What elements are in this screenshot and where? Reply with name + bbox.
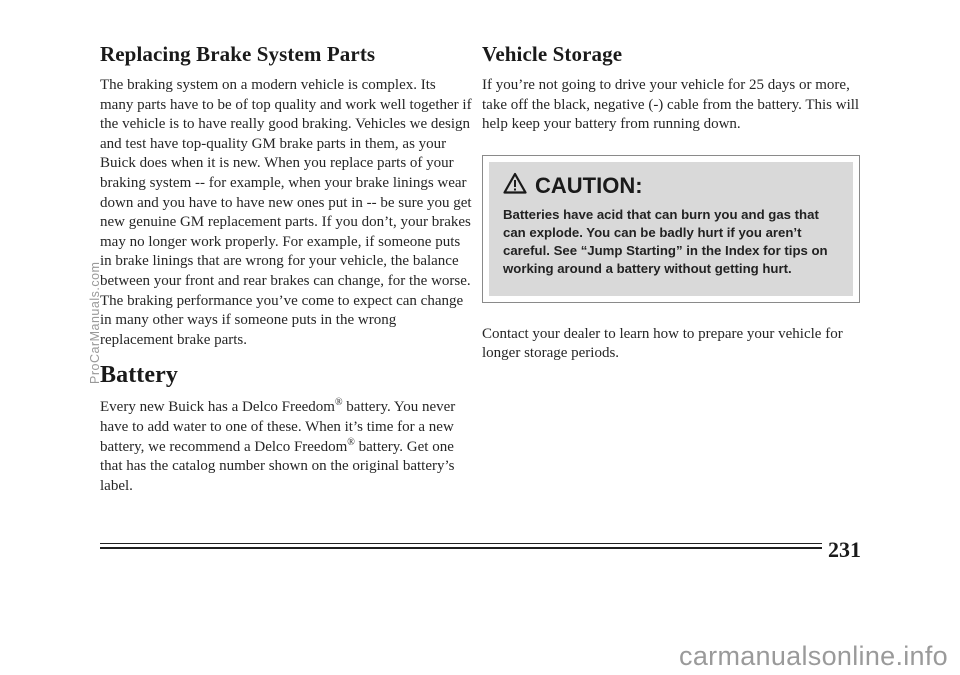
heading-replacing-brake-parts: Replacing Brake System Parts [100,42,376,66]
right-column [482,42,872,364]
registered-mark: ® [347,436,355,448]
heading-battery: Battery [100,362,178,389]
battery-paragraph: Every new Buick has a Delco Freedom® battery. You never have to add water to one of these. When it’s time for a new battery, we recommend a Delco Freedom® battery. Get one that has the catalog number shown on the original battery’s label. [100,397,456,494]
caution-box [482,155,860,303]
heading-vehicle-storage: Vehicle Storage [482,42,623,66]
caution-header [503,172,839,200]
bottom-watermark: carmanualsonline.info [679,641,948,671]
footer-rule-top [100,543,822,544]
left-column [100,42,472,496]
caution-title: CAUTION: [535,172,643,198]
registered-mark: ® [334,397,343,409]
contact-dealer-paragraph: Contact your dealer to learn how to prepare your vehicle for longer storage periods. [482,325,843,362]
footer-rule-bottom [100,547,822,549]
warning-triangle-icon [503,172,527,200]
caution-text: Batteries have acid that can burn you and gas that can explode. You can be badly hurt if you aren’t careful. See “Jump Starting” in the Index for tips on working around a battery without getting hurt. [503,206,828,276]
page-number: 231 [828,537,861,562]
side-watermark: ProCarManuals.com [88,261,102,384]
storage-paragraph: If you’re not going to drive your vehicle for 25 days or more, take off the black, negative (-) cable from the battery. This will help keep your battery from running down. [482,77,860,133]
brake-parts-paragraph: The braking system on a modern vehicle is complex. Its many parts have to be of top quality and work well together if the vehicle is to have really good braking. Vehicles we design and test have top-quality GM brake parts in them, as your Buick does when it is new. When you replace parts of your braking system -- for example, when your brake linings wear down and you have to have new ones put in -- be sure you get new genuine GM replacement parts. If you don’t, your brakes may no longer work properly. For example, if someone puts in brake linings that are wrong for your vehicle, the balance between your front and rear brakes can change, for the worse. The braking performance you’ve come to expect can change in many other ways if someone puts in the wrong replacement brake parts. [100,77,472,348]
